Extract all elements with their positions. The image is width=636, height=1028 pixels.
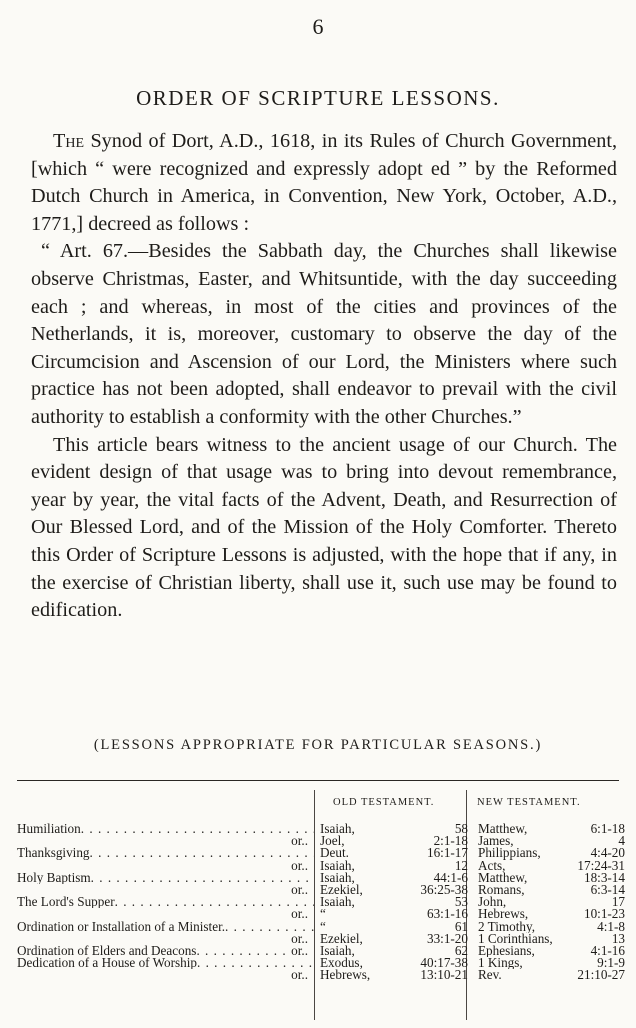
occasion-cell: [17, 847, 314, 859]
or-label: or..: [291, 932, 308, 946]
lessons-table-body: [17, 823, 625, 982]
occasion-line: [17, 847, 314, 859]
ot-ref-cell: 40:17-38: [420, 957, 468, 970]
nt-book-cell: Matthew,: [478, 871, 528, 885]
ot-book-cell: Hebrews,: [320, 969, 371, 982]
or-label: or..: [291, 945, 308, 958]
ot-book-cell: “: [320, 908, 326, 921]
occasion-label: The Lord's Supper: [17, 896, 115, 909]
occasion-cell: [17, 884, 314, 896]
nt-ref-cell: 10:1-23: [583, 908, 625, 921]
occasion-line: [17, 921, 314, 933]
dot-leader: [90, 847, 314, 859]
ot-ref-cell: 61: [454, 920, 468, 933]
occasion-cell: [17, 933, 314, 945]
occasion-line: [17, 896, 314, 908]
occasion-cell: [17, 823, 314, 835]
occasion-label: Thanksgiving: [17, 847, 90, 860]
occasion-label: Holy Baptism: [17, 871, 91, 885]
lessons-table: [17, 823, 625, 982]
nt-ref-cell: 4:4-20: [590, 847, 625, 860]
ot-ref-cell: 44:1-6: [433, 871, 468, 885]
table-row: [17, 969, 625, 981]
nt-book-cell: 2 Timothy,: [478, 920, 536, 933]
ot-book-cell: Isaiah,: [320, 823, 355, 836]
or-label: or..: [291, 835, 308, 848]
occasion-cell: [17, 957, 314, 969]
nt-ref-cell: 18:3-14: [583, 871, 625, 885]
nt-ref-cell: 17:24-31: [577, 859, 625, 872]
ot-ref-cell: 13:10-21: [420, 969, 468, 982]
ot-book-cell: Ezekiel,: [320, 932, 363, 946]
nt-ref-cell: 13: [611, 932, 625, 946]
nt-ref-cell: 4: [618, 835, 625, 848]
occasion-line: [17, 823, 314, 835]
intro-text: Synod of Dort, A.D., 1618, in its Rules of Church Government, [which “ were recognized and expressly adopt ed ” by the Reformed Dutch Church in America, in Convention, New York, October, A.D., 1771,] decreed as follows :: [31, 130, 617, 235]
body-text: [31, 128, 617, 625]
occasion-cell: [17, 860, 314, 872]
nt-book-cell: Ephesians,: [478, 945, 535, 958]
ot-ref-cell: 62: [454, 945, 468, 958]
occasion-cell: [17, 908, 314, 920]
ot-book-cell: Ezekiel,: [320, 884, 363, 897]
nt-ref-cell: 21:10-27: [577, 969, 625, 982]
article-quote: “ Art. 67.—Besides the Sabbath day, the Churches shall likewise observe Christmas, Easter, and Whitsuntide, with the day succeeding each ; and whereas, in most of the cities and provinces of the Netherlands, it is, moreover, customary to observe the day of the Circumcision and Ascension of our Lord, the Ministers where such practice has not been adopted, shall endeavor to prevail with the civil authority to establish a conformity with the other Churches.”: [31, 240, 617, 428]
table-row: [17, 945, 625, 957]
ot-ref-cell: 36:25-38: [420, 884, 468, 897]
ot-ref-cell: 16:1-17: [426, 847, 468, 860]
nt-book-cell: Romans,: [478, 884, 525, 897]
occasion-line: [17, 872, 314, 884]
nt-ref-cell: 17: [611, 896, 625, 909]
table-row: [17, 835, 625, 847]
nt-ref-cell: 9:1-9: [597, 957, 625, 970]
ot-book-cell: Isaiah,: [320, 896, 355, 909]
table-top-rule: [17, 780, 619, 781]
old-testament-header: OLD TESTAMENT.: [333, 797, 435, 808]
ot-book-cell: Isaiah,: [320, 945, 355, 958]
page-number: 6: [312, 14, 324, 39]
nt-book-cell: John,: [478, 896, 507, 909]
nt-ref-cell: 6:3-14: [590, 884, 625, 897]
ot-ref-cell: 12: [454, 859, 468, 872]
occasion-label: Humiliation: [17, 823, 81, 836]
table-row: [17, 933, 625, 945]
dot-leader: [197, 957, 314, 969]
nt-book-cell: Matthew,: [478, 823, 528, 836]
table-row: [17, 957, 625, 969]
dot-leader: [115, 896, 314, 908]
occasion-label: Dedication of a House of Worship: [17, 957, 197, 970]
nt-book-cell: 1 Corinthians,: [478, 932, 553, 946]
table-row: [17, 896, 625, 908]
nt-ref-cell: 6:1-18: [590, 823, 625, 836]
ot-book-cell: Deut.: [320, 847, 349, 860]
ot-ref-cell: 53: [454, 896, 468, 909]
occasion-cell: [17, 969, 314, 981]
ot-book-cell: Exodus,: [320, 957, 363, 970]
nt-book-cell: Rev.: [478, 969, 502, 982]
dot-leader: [91, 872, 314, 884]
ot-book-cell: Isaiah,: [320, 859, 355, 872]
occasion-line: [17, 957, 314, 969]
or-label: or..: [291, 884, 308, 897]
or-label: or..: [291, 969, 308, 982]
nt-book-cell: 1 Kings,: [478, 957, 523, 970]
table-row: [17, 872, 625, 884]
occasion-label: Ordination of Elders and Deacons: [17, 945, 197, 958]
occasion-cell: [17, 872, 314, 884]
or-label: or..: [291, 859, 308, 872]
commentary-paragraph: This article bears witness to the ancient usage of our Church. The evident design of that usage was to bring into devout remembrance, year by year, the vital facts of the Advent, Death, and Resurrection of Our Blessed Lord, and of the Mission of the Holy Comforter. Thereto this Order of Scripture Lessons is adjusted, with the hope that if any, in the exercise of Christian liberty, shall use it, such use may be found to edification.: [31, 433, 617, 622]
nt-book-cell: Hebrews,: [478, 908, 529, 921]
nt-book-cell: Acts,: [478, 859, 506, 872]
occasion-cell: [17, 896, 314, 908]
occasion-label: Ordination or Installation of a Minister.: [17, 920, 226, 933]
ot-ref-cell: 58: [454, 823, 468, 836]
ot-book-cell: “: [320, 920, 326, 933]
nt-ref-cell: 4:1-8: [597, 920, 625, 933]
table-row: [17, 847, 625, 859]
ot-book-cell: Joel,: [320, 835, 345, 848]
new-testament-header: NEW TESTAMENT.: [477, 797, 581, 808]
ot-ref-cell: 2:1-18: [433, 835, 468, 848]
page-title: ORDER OF SCRIPTURE LESSONS.: [136, 86, 500, 110]
or-label: or..: [291, 908, 308, 921]
occasion-cell: [17, 945, 314, 957]
nt-ref-cell: 4:1-16: [590, 945, 625, 958]
table-row: [17, 908, 625, 920]
dot-leader: [196, 945, 291, 957]
ot-ref-cell: 63:1-16: [426, 908, 468, 921]
intro-paragraph: [31, 128, 617, 238]
occasion-cell: [17, 835, 314, 847]
dot-leader: [225, 921, 314, 933]
lessons-heading: (LESSONS APPROPRIATE FOR PARTICULAR SEASONS.): [93, 737, 543, 753]
table-row: [17, 921, 625, 933]
ot-ref-cell: 33:1-20: [426, 932, 468, 946]
occasion-cell: [17, 921, 314, 933]
nt-book-cell: Philippians,: [478, 847, 541, 860]
table-row: [17, 860, 625, 872]
dot-leader: [81, 823, 314, 835]
occasion-line: [17, 945, 314, 957]
ot-book-cell: Isaiah,: [320, 871, 355, 885]
table-row: [17, 884, 625, 896]
nt-book-cell: James,: [478, 835, 514, 848]
intro-lead-word: The: [53, 130, 84, 152]
table-row: [17, 823, 625, 835]
